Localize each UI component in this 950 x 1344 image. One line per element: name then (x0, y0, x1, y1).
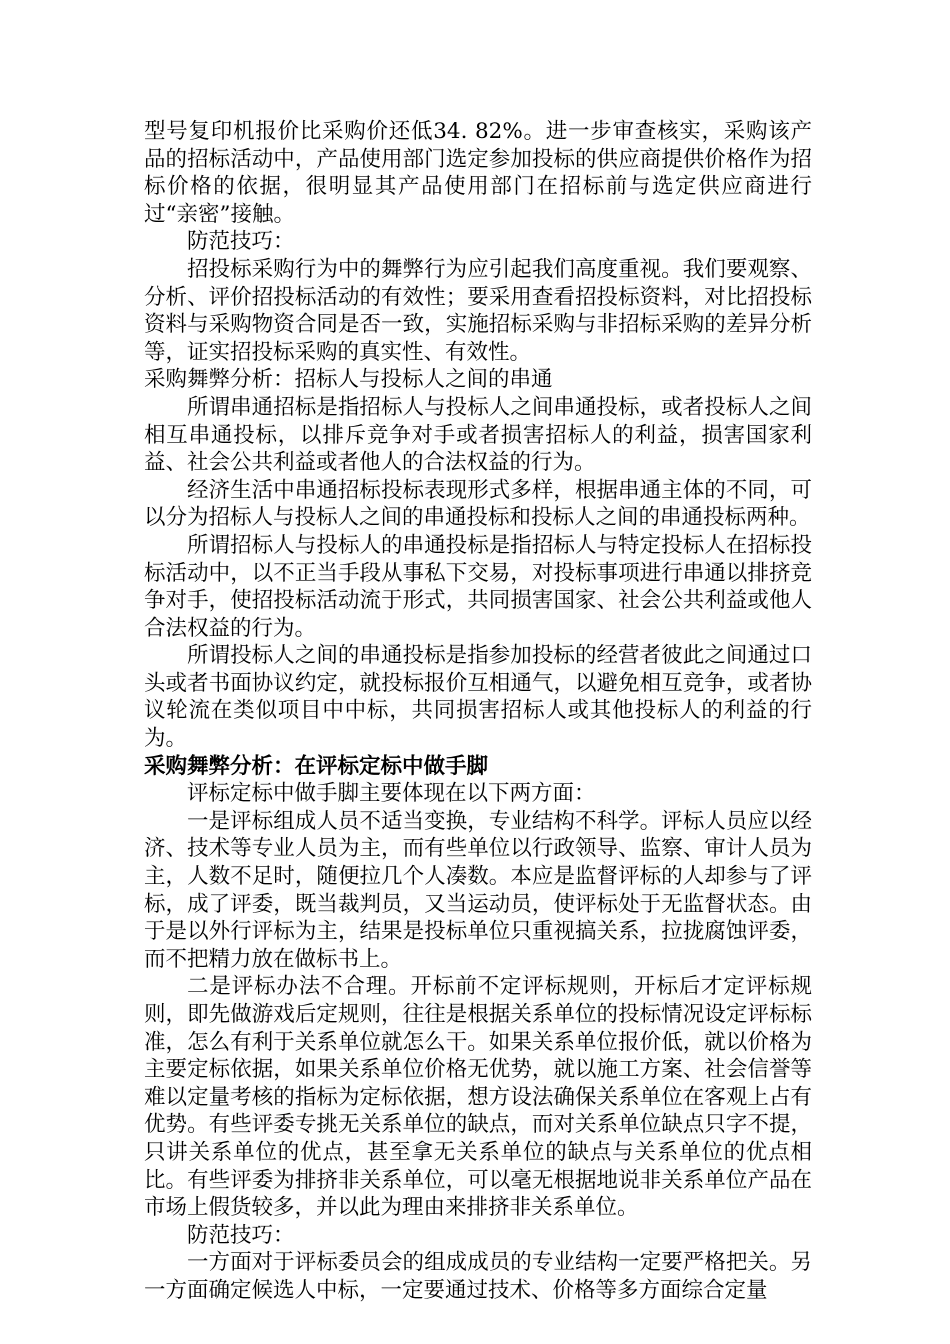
paragraph-5: 所谓招标人与投标人的串通投标是指招标人与特定投标人在招标投标活动中，以不正当手段从事私下交易，对投标事项进行串通以排挤竞争对手，使招投标活动流于形式，共同损害国家、社会公共利益或他人合法权益的行为。 (144, 532, 812, 641)
paragraph-1: 型号复印机报价比采购价还低34. 82%。进一步审查核实，采购该产品的招标活动中，产品使用部门选定参加投标的供应商提供价格作为招标价格的依据，很明显其产品使用部门在招标前与选定供应商进行过“亲密”接触。 (144, 119, 812, 227)
paragraph-2: 招投标采购行为中的舞弊行为应引起我们高度重视。我们要观察、分析、评价招投标活动的有效性；要采用查看招投标资料，对比招投标资料与采购物资合同是否一致，实施招标采购与非招标采购的差异分析等，证实招投标采购的真实性、有效性。 (144, 256, 812, 365)
document-page (144, 118, 812, 1305)
paragraph-4: 经济生活中串通招标投标表现形式多样，根据串通主体的不同，可以分为招标人与投标人之间的串通投标和投标人之间的串通投标两种。 (144, 477, 812, 531)
paragraph-9: 二是评标办法不合理。开标前不定评标规则，开标后才定评标规则，即先做游戏后定规则，往往是根据关系单位的投标情况设定评标标准，怎么有利于关系单位就怎么干。如果关系单位报价低，就以价格为主要定标依据，如果关系单位价格无优势，就以施工方案、社会信誉等难以定量考核的指标为定标依据，想方设法确保关系单位在客观上占有优势。有些评委专挑无关系单位的缺点，而对关系单位缺点只字不提，只讲关系单位的优点，甚至拿无关系单位的缺点与关系单位的优点相比。有些评委为排挤非关系单位，可以毫无根据地说非关系单位产品在市场上假货较多，并以此为理由来排挤非关系单位。 (144, 974, 812, 1221)
paragraph-7: 评标定标中做手脚主要体现在以下两方面： (187, 781, 596, 807)
paragraph-8: 一是评标组成人员不适当变换，专业结构不科学。评标人员应以经济、技术等专业人员为主，而有些单位以行政领导、监察、审计人员为主，人数不足时，随便拉几个人凑数。本应是监督评标的人却参与了评标，成了评委，既当裁判员，又当运动员，使评标处于无监督状态。由于是以外行评标为主，结果是投标单位只重视搞关系，拉拢腐蚀评委，而不把精力放在做标书上。 (144, 808, 812, 972)
section-heading-collusion: 采购舞弊分析：招标人与投标人之间的串通 (144, 367, 553, 393)
paragraph-prevention-label-1: 防范技巧： (187, 229, 295, 255)
paragraph-10: 一方面对于评标委员会的组成成员的专业结构一定要严格把关。另一方面确定候选人中标，一定要通过技术、价格等多方面综合定量 (144, 1250, 812, 1303)
paragraph-3: 所谓串通招标是指招标人与投标人之间串通投标，或者投标人之间相互串通投标，以排斥竞争对手或者损害招标人的利益，损害国家利益、社会公共利益或者他人的合法权益的行为。 (144, 394, 812, 476)
paragraph-6: 所谓投标人之间的串通投标是指参加投标的经营者彼此之间通过口头或者书面协议约定，就投标报价互相通气，以避免相互竞争，或者协议轮流在类似项目中中标，共同损害招标人或其他投标人的利益的行为。 (144, 643, 812, 752)
section-heading-evaluation: 采购舞弊分析：在评标定标中做手脚 (144, 753, 489, 779)
paragraph-prevention-label-2: 防范技巧： (187, 1222, 295, 1248)
